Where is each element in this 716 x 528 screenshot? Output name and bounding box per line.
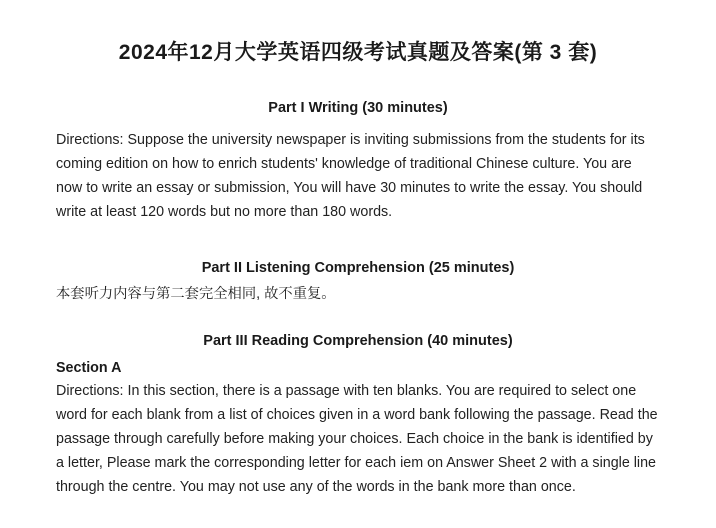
section-body-part2: 本套听力内容与第二套完全相同, 故不重复。 bbox=[56, 286, 336, 302]
section-heading-part1: Part I Writing (30 minutes) bbox=[268, 100, 448, 116]
section-heading-part2: Part II Listening Comprehension (25 minutes) bbox=[201, 260, 515, 276]
section-body-part3: Directions: In this section, there is a passage with ten blanks. You are required to select one word for each blank from a list of choices given in a word bank following the passage. Read the passage through carefully before making your choices. Each choice in the bank is identified by a letter, Please mark the corresponding letter for each iem on Answer Sheet 2 with a single line through the centre. You may not use any of the words in the bank more than once. bbox=[56, 383, 658, 495]
page-title: 2024年12月大学英语四级考试真题及答案(第 3 套) bbox=[118, 41, 598, 64]
section-body-part1: Directions: Suppose the university newspaper is inviting submissions from the students for its coming edition on how to enrich students' knowledge of traditional Chinese culture. You are now to write an essay or submission, You will have 30 minutes to write the essay. You should write at least 120 words but no more than 180 words. bbox=[56, 132, 645, 220]
section-heading-part3: Part III Reading Comprehension (40 minutes) bbox=[203, 333, 513, 349]
section-a-subheading: Section A bbox=[56, 360, 122, 376]
